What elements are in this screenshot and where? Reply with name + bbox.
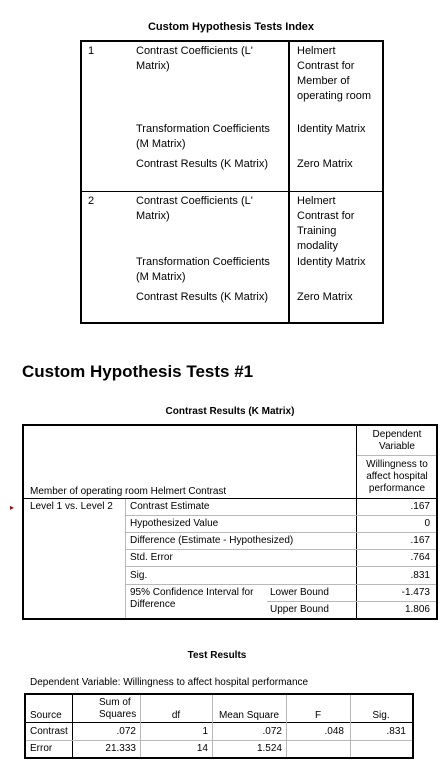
contrast-row-label: Std. Error [130,552,173,563]
contrast-table-grid [357,455,436,456]
contrast-row-label: Hypothesized Value [130,518,219,529]
test-row-mean-square: .072 [262,726,282,737]
col-header-mean-square: Mean Square [218,710,280,721]
index-table-border [80,40,82,324]
col-header-f: F [314,710,322,721]
test-table-border [24,722,414,723]
test-row-f: .048 [324,726,344,737]
col-header-df: df [171,710,181,721]
contrast-row-value: -1.473 [401,587,430,598]
contrast-table-border [22,424,438,426]
test-row-source: Error [30,743,53,754]
index-row-number: 2 [88,195,95,207]
contrast-row-label: Contrast Estimate [130,501,210,512]
col-header-source: Source [30,710,62,721]
index-row-label: Contrast Results (K Matrix) [136,158,269,170]
contrast-table-border [436,424,438,620]
col-header-sum-of-squares: Sum of Squares [99,697,137,720]
contrast-table-border [22,424,24,620]
contrast-row-value: .167 [410,501,430,512]
test-table-grid [286,695,287,757]
contrast-row-label: Sig. [130,570,148,581]
contrast-table-grid [125,532,436,533]
index-table-border [288,40,290,324]
index-table-border [80,191,384,192]
index-row-number: 1 [88,45,95,57]
contrast-row-value: .764 [410,552,430,563]
level-label: Level 1 vs. Level 2 [30,501,113,512]
contrast-table-border [356,424,357,620]
test-table-border [24,693,414,695]
index-row-value: Zero Matrix [297,291,353,303]
contrast-table-grid [125,499,126,618]
test-row-sig: .831 [386,726,406,737]
index-table-border [382,40,384,324]
contrast-row-label: 95% Confidence Interval for Difference [130,587,254,610]
contrast-table-title: Contrast Results (K Matrix) [165,406,295,417]
index-row-value: Identity Matrix [297,256,366,268]
row-header: Member of operating room Helmert Contrast [30,486,227,497]
contrast-row-value: 1.806 [404,604,430,615]
index-row-label: Contrast Results (K Matrix) [136,291,269,303]
test-results-subtitle: Dependent Variable: Willingness to affect hospital performance [30,677,309,688]
contrast-table-border [22,498,438,499]
index-row-label: Contrast Coefficients (L' Matrix) [136,45,253,72]
contrast-table-grid [125,515,436,516]
dv-name: Willingness to affect hospital performance [366,459,428,494]
col-header-sig: Sig. [372,710,390,721]
contrast-table-border [22,618,438,620]
test-table-grid [212,695,213,757]
test-table-border [72,693,73,759]
contrast-table-grid [125,584,436,585]
test-table-border [24,757,414,759]
section-heading: Custom Hypothesis Tests #1 [22,362,254,381]
contrast-row-value: .167 [410,535,430,546]
contrast-table-grid [125,549,436,550]
index-row-value: Helmert Contrast for Member of operating room [297,45,371,102]
test-row-mean-square: 1.524 [256,743,282,754]
index-row-value: Helmert Contrast for Training modality [297,195,355,252]
index-row-label: Transformation Coefficients (M Matrix) [136,256,270,283]
contrast-table-grid [267,601,436,602]
test-table-grid [350,695,351,757]
test-row-sum-of-squares: .072 [116,726,136,737]
test-table-border [412,693,414,759]
index-row-value: Identity Matrix [297,123,366,135]
contrast-row-label: Difference (Estimate - Hypothesized) [130,535,294,546]
test-table-grid [26,740,412,741]
index-table-title: Custom Hypothesis Tests Index [147,21,315,33]
dv-header: Dependent Variable [372,429,422,452]
index-row-label: Transformation Coefficients (M Matrix) [136,123,270,150]
marker-icon: ▸ [10,503,15,512]
contrast-table-grid [125,566,436,567]
contrast-row-value: .831 [410,570,430,581]
contrast-row-sub: Lower Bound [270,587,329,598]
test-row-df: 14 [196,743,208,754]
index-row-label: Contrast Coefficients (L' Matrix) [136,195,253,222]
test-row-sum-of-squares: 21.333 [105,743,136,754]
index-row-value: Zero Matrix [297,158,353,170]
test-row-source: Contrast [30,726,68,737]
index-table-border [80,40,384,42]
contrast-row-value: 0 [424,518,430,529]
test-table-border [24,693,26,759]
test-results-title: Test Results [187,650,247,661]
index-table-border [80,322,384,324]
test-table-grid [140,695,141,757]
contrast-row-sub: Upper Bound [270,604,329,615]
test-row-df: 1 [202,726,208,737]
